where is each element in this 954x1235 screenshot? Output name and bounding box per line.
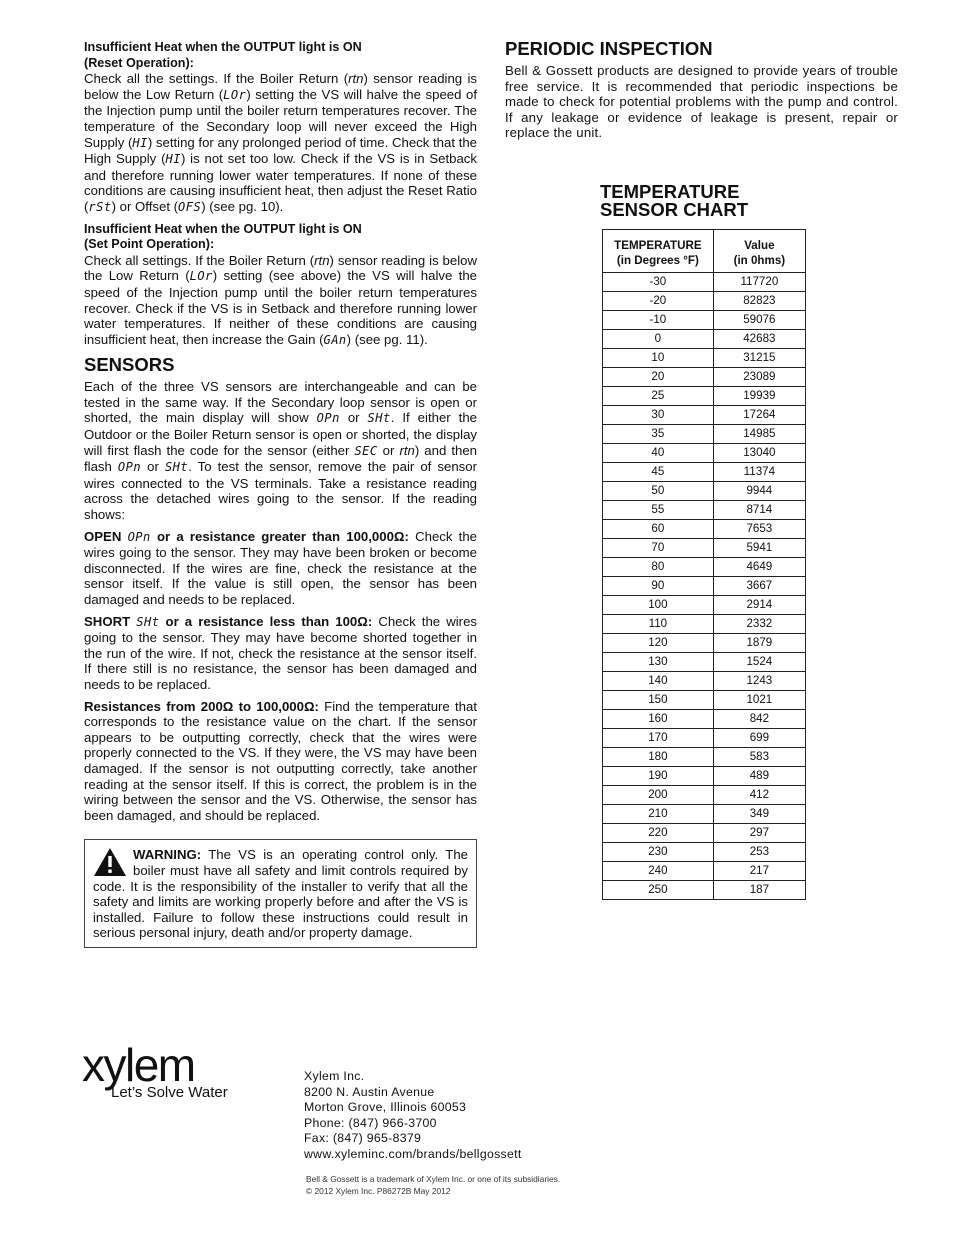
table-row [603, 710, 806, 729]
resistance-cell: 2914 [713, 596, 805, 615]
heading-line: (Set Point Operation): [84, 237, 215, 252]
text-run: ) (see pg. 10). [201, 198, 284, 214]
left-column [84, 40, 477, 948]
table-row [603, 596, 806, 615]
table-row [603, 824, 806, 843]
text-run: or [141, 459, 165, 475]
table-row [603, 843, 806, 862]
text-run: ) is not set too low. Check if the VS is in Setback and therefore running lower water temperatures. If none of these conditions are causing insufficient heat, then adjust the Reset Ratio ( [84, 151, 477, 214]
temperature-cell: 230 [603, 843, 714, 862]
warning-triangle-icon [93, 847, 127, 877]
resistance-cell: 1021 [713, 691, 805, 710]
temperature-cell: 10 [603, 349, 714, 368]
resistance-cell: 3667 [713, 577, 805, 596]
text-run: ) or Offset ( [111, 198, 179, 214]
warning-label: WARNING: [133, 847, 202, 863]
code-hi: HI [165, 152, 181, 167]
table-row [603, 292, 806, 311]
table-row [603, 558, 806, 577]
temperature-cell: 180 [603, 748, 714, 767]
address-line: Morton Grove, Illinois 60053 [304, 1100, 467, 1114]
bold-run: OPEN [84, 528, 128, 544]
resistance-cell: 412 [713, 786, 805, 805]
address-line: Xylem Inc. [304, 1069, 365, 1083]
temperature-cell: 240 [603, 862, 714, 881]
table-header-row [603, 230, 806, 273]
temperature-cell: 30 [603, 406, 714, 425]
title-line: SENSOR CHART [600, 199, 749, 220]
value-column-header [713, 230, 805, 273]
table-body [603, 273, 806, 900]
resistance-cell: 5941 [713, 539, 805, 558]
table-row [603, 273, 806, 292]
resistance-cell: 1879 [713, 634, 805, 653]
resistance-cell: 14985 [713, 425, 805, 444]
table-row [603, 881, 806, 900]
fine-print [306, 1173, 560, 1197]
table-row [603, 501, 806, 520]
temperature-cell: 20 [603, 368, 714, 387]
text-run: ) sensor reading is below the Low Return ( [84, 71, 477, 102]
warning-box [84, 839, 477, 948]
address-line: Phone: (847) 966-3700 [304, 1115, 437, 1130]
temperature-cell: 140 [603, 672, 714, 691]
header-line: (in Degrees °F) [616, 254, 699, 267]
setpoint-operation-paragraph [84, 253, 477, 349]
logo-tagline: Let’s Solve Water [111, 1084, 228, 1101]
resistance-cell: 31215 [713, 349, 805, 368]
title-line: TEMPERATURE [600, 181, 740, 202]
resistance-cell: 17264 [713, 406, 805, 425]
periodic-inspection-paragraph: Bell & Gossett products are designed to provide years of trouble free service. It is recommended that periodic inspections be made to check for potential problems with the pump and control. If any leakage or evidence of leakage is present, repair or replace the unit. [505, 63, 898, 141]
temperature-cell: 25 [603, 387, 714, 406]
header-line: (in 0hms) [733, 254, 786, 267]
sensors-paragraph [84, 379, 477, 522]
resistance-cell: 2332 [713, 615, 805, 634]
table-row [603, 444, 806, 463]
text-run: Each of the three VS sensors are interchangeable and can be tested in the same way. If the Secondary loop sensor is open or shorted, the main display will show [84, 379, 477, 426]
logo-wordmark: xylem [82, 1039, 195, 1091]
table-row [603, 729, 806, 748]
resistance-cell: 1243 [713, 672, 805, 691]
text-run: ) setting (see above) the VS will halve the speed of the Injection pump until the boiler return temperatures recover. Check if the VS is in Setback and therefore running lower water temperatures. If neither of these conditions are causing insufficient heat, then increase the Gain ( [84, 268, 477, 347]
temperature-cell: 100 [603, 596, 714, 615]
code-rtn: rtn [399, 442, 415, 458]
website-link[interactable]: www.xyleminc.com/brands/bellgossett [304, 1146, 522, 1161]
temperature-cell: 55 [603, 501, 714, 520]
text-run: ) and then flash [84, 442, 478, 475]
code-sec: SEC [354, 443, 378, 458]
text-run: or [339, 410, 368, 426]
temperature-cell: 70 [603, 539, 714, 558]
temperature-cell: 130 [603, 653, 714, 672]
resistance-cell: 23089 [713, 368, 805, 387]
table-row [603, 406, 806, 425]
code-lor: LOr [189, 269, 213, 284]
setpoint-operation-heading [84, 222, 477, 253]
code-sht: SHt [367, 411, 391, 426]
text-run: ) sensor reading is below the Low Return ( [84, 252, 477, 284]
trademark-line: Bell & Gossett is a trademark of Xylem Inc. or one of its subsidiaries. [306, 1174, 561, 1184]
resistance-cell: 7653 [713, 520, 805, 539]
temperature-cell: 200 [603, 786, 714, 805]
temperature-cell: 35 [603, 425, 714, 444]
resistance-cell: 9944 [713, 482, 805, 501]
table-row [603, 425, 806, 444]
right-column [505, 38, 898, 141]
text-run: ) setting the VS will halve the speed of the Injection pump until the boiler return temperatures recover. The temperature of the Secondary loop will never exceed the High Supply ( [84, 86, 477, 150]
resistance-cell: 82823 [713, 292, 805, 311]
code-opn: OPn [127, 529, 151, 544]
code-sht: SHt [164, 460, 189, 475]
table-row [603, 368, 806, 387]
temperature-cell: 150 [603, 691, 714, 710]
temperature-cell: 80 [603, 558, 714, 577]
table-row [603, 387, 806, 406]
reset-operation-heading [84, 40, 477, 71]
resistance-cell: 217 [713, 862, 805, 881]
code-lor: LOr [223, 87, 247, 102]
temperature-cell: 50 [603, 482, 714, 501]
resistance-cell: 59076 [713, 311, 805, 330]
temperature-cell: 90 [603, 577, 714, 596]
table-row [603, 862, 806, 881]
resistance-cell: 4649 [713, 558, 805, 577]
table-row [603, 653, 806, 672]
code-gan: GAn [323, 332, 347, 347]
table-row [603, 748, 806, 767]
text-run: ) setting for any prolonged period of time. Check that the High Supply ( [84, 134, 477, 167]
table-row [603, 330, 806, 349]
temperature-cell: -30 [603, 273, 714, 292]
sensors-heading: SENSORS [84, 354, 175, 376]
table-row [603, 615, 806, 634]
bold-run: or a resistance less than 100Ω: [159, 613, 373, 629]
resistance-cell: 253 [713, 843, 805, 862]
text-run: . To test the sensor, remove the pair of sensor wires connected to the VS terminals. Take a resistance reading across the detached wires going to the sensor. If the reading shows: [84, 459, 477, 523]
bold-run: Resistances from 200Ω to 100,000Ω: [84, 698, 319, 714]
code-rtn: rtn [348, 71, 364, 87]
table-row [603, 577, 806, 596]
code-opn: OPn [117, 460, 142, 475]
code-ofs: OFS [178, 199, 202, 214]
resistance-cell: 699 [713, 729, 805, 748]
table-row [603, 463, 806, 482]
temperature-cell: -20 [603, 292, 714, 311]
table-row [603, 520, 806, 539]
table-row [603, 634, 806, 653]
table-row [603, 482, 806, 501]
temperature-cell: 190 [603, 767, 714, 786]
table-row [603, 786, 806, 805]
resistance-cell: 583 [713, 748, 805, 767]
warning-text: The VS is an operating control only. The boiler must have all safety and limit controls required by code. It is the responsibility of the installer to verify that all the safety and limits are working properly before and after the VS is installed. Failure to follow these instructions could result in serious personal injury, death and/or property damage. [93, 847, 468, 941]
company-address [304, 1069, 522, 1162]
heading-line: Insufficient Heat when the OUTPUT light is ON [84, 40, 362, 54]
header-line: Value [744, 239, 775, 252]
text-run: or [377, 442, 400, 458]
temperature-cell: 60 [603, 520, 714, 539]
temperature-sensor-table [602, 229, 806, 900]
table-row [603, 672, 806, 691]
text-run: . If either the Outdoor or the Boiler Return sensor is open or shorted, the display will first flash the code for the sensor (either [84, 410, 477, 458]
temperature-cell: 220 [603, 824, 714, 843]
table-row [603, 691, 806, 710]
resistance-cell: 19939 [713, 387, 805, 406]
table-row [603, 311, 806, 330]
code-rst: rSt [88, 199, 112, 214]
temperature-cell: 0 [603, 330, 714, 349]
resistance-cell: 489 [713, 767, 805, 786]
code-hi: HI [132, 135, 148, 150]
temperature-cell: -10 [603, 311, 714, 330]
address-line: 8200 N. Austin Avenue [304, 1084, 435, 1099]
bold-run: or a resistance greater than 100,000Ω: [150, 528, 409, 544]
resistance-cell: 11374 [713, 463, 805, 482]
resistance-cell: 349 [713, 805, 805, 824]
temperature-column-header [603, 230, 714, 273]
resistance-cell: 187 [713, 881, 805, 900]
code-sht: SHt [136, 614, 160, 629]
resistance-cell: 117720 [713, 273, 805, 292]
text-run: Find the temperature that corresponds to the resistance value on the chart. If the sensor appears to be outputting correctly, check that the wires were properly connected to the VS. If they were, the VS may have been damaged. If the sensor is not outputting correctly, take another reading at the sensor itself. If this is correct, the problem is in the wiring between the sensor and the VS. Otherwise, the sensor has been damaged, and should be replaced. [84, 698, 477, 823]
open-paragraph [84, 529, 477, 608]
resistance-cell: 42683 [713, 330, 805, 349]
code-opn: OPn [316, 411, 340, 426]
table-row [603, 539, 806, 558]
heading-line: Insufficient Heat when the OUTPUT light is ON [84, 221, 362, 236]
text-run: Check the wires going to the sensor. They may have been broken or become disconnected. If the wires are fine, check the resistance at the sensor itself. If the value is still open, the sensor has been damaged and needs to be replaced. [84, 528, 477, 607]
reset-operation-paragraph [84, 71, 477, 215]
resistance-cell: 842 [713, 710, 805, 729]
short-paragraph [84, 614, 477, 693]
temperature-cell: 120 [603, 634, 714, 653]
bold-run: SHORT [84, 613, 137, 629]
text-run: Check all the settings. If the Boiler Return ( [84, 71, 349, 87]
temperature-cell: 40 [603, 444, 714, 463]
table-row [603, 349, 806, 368]
copyright-line: © 2012 Xylem Inc. P86272B May 2012 [306, 1186, 451, 1196]
address-line: Fax: (847) 965-8379 [304, 1131, 422, 1145]
xylem-logo [82, 1040, 228, 1101]
header-line: TEMPERATURE [614, 239, 702, 252]
resistance-cell: 13040 [713, 444, 805, 463]
resistance-cell: 1524 [713, 653, 805, 672]
text-run: ) (see pg. 11). [346, 331, 428, 347]
table-row [603, 805, 806, 824]
text-run: Check the wires going to the sensor. They may have become shorted together in the run of the wire. If not, check the resistance at the sensor itself. If there still is no resistance, the sensor has been damaged and needs to be replaced. [84, 613, 477, 692]
text-run: Check all settings. If the Boiler Return ( [84, 252, 315, 268]
temperature-cell: 45 [603, 463, 714, 482]
table-row [603, 767, 806, 786]
temperature-cell: 110 [603, 615, 714, 634]
periodic-inspection-heading: PERIODIC INSPECTION [505, 38, 713, 59]
resistance-cell: 297 [713, 824, 805, 843]
temperature-cell: 250 [603, 881, 714, 900]
range-paragraph [84, 699, 477, 824]
temperature-cell: 170 [603, 729, 714, 748]
heading-line: (Reset Operation): [84, 55, 194, 70]
sensor-chart-title [600, 183, 748, 219]
resistance-cell: 8714 [713, 501, 805, 520]
temperature-cell: 210 [603, 805, 714, 824]
code-rtn: rtn [314, 252, 330, 268]
temperature-cell: 160 [603, 710, 714, 729]
